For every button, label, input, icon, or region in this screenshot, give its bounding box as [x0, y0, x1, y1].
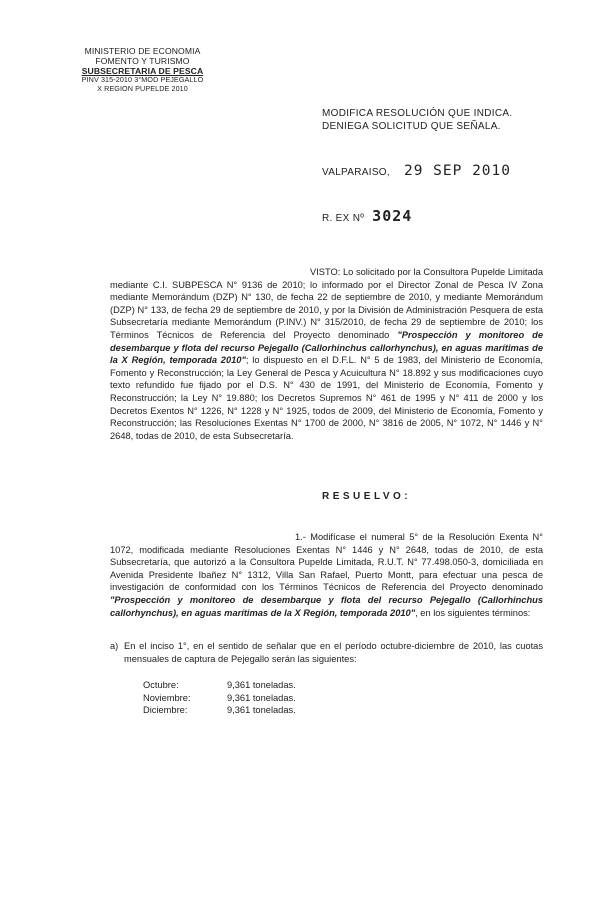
quota-list — [143, 679, 296, 717]
item-a — [110, 640, 543, 665]
place: VALPARAISO, — [322, 167, 390, 178]
quota-amount: 9,361 toneladas. — [227, 692, 296, 703]
visto-paragraph — [110, 266, 543, 442]
visto-text-1: VISTO: Lo solicitado por la Consultora Pupelde Limitada mediante C.I. SUBPESCA N° 9136 de 2010; lo informado por el Director Zonal de Pesca IV Zona mediante Memorándum (DZP) N° 130, de fecha 22 de septiembre de 2010, y mediante Memorándum (DZP) N° 133, de fecha 29 de septiembre de 2010, y por la División de Administración Pesquera de esta Subsecretaría mediante Memorándum (P.INV.) N° 315/2010, de fecha 29 de septiembre de 2010; los Términos Técnicos de Referencia del Proyecto denominado — [110, 267, 543, 340]
resolution-number-value: 3024 — [372, 207, 413, 225]
resuelvo-heading: RESUELVO: — [322, 491, 412, 502]
quota-month: Octubre: — [143, 680, 179, 690]
subject-line-2: DENIEGA SOLICITUD QUE SEÑALA. — [322, 121, 501, 132]
article-1-paragraph — [110, 531, 543, 619]
article-1-text-2: , en los siguientes términos: — [415, 607, 531, 618]
resolution-subject — [322, 107, 552, 133]
ministry-header — [55, 46, 230, 93]
ministry-subtitle: FOMENTO Y TURISMO — [95, 56, 190, 66]
visto-text-2: ; lo dispuesto en el D.F.L. N° 5 de 1983, del Ministerio de Economía, Fomento y Reconstrucción; la Ley General de Pesca y Acuicultura N° 18.892 y sus modificaciones cuyo texto refundido fue fijado por el D.S. N° 430 de 1991, del Ministerio de Economía, Fomento y Reconstrucción; la Ley N° 19.880; los Decretos Supremos N° 461 de 1995 y N° 411 de 2000 y los Decretos Exentos N° 1226, N° 1228 y N° 1925, todos de 2009, del Ministerio de Economía, Fomento y Reconstrucción; las Resoluciones Exentas N° 1700 de 2000, N° 3816 de 2005, N° 1072, N° 1446 y N° 2648, todas de 2010, de esta Subsecretaría. — [110, 355, 544, 441]
quota-amount: 9,361 toneladas. — [227, 680, 296, 690]
item-a-mark: a) — [110, 641, 119, 651]
visto-project-title: "Prospección y monitoreo de desembarque y flota del recurso Pejegallo (Callorhinchus callorhynchus), en aguas marítimas de la X Región, temporada 2010" — [110, 329, 543, 366]
quota-row — [143, 692, 296, 705]
subsecretary-name: SUBSECRETARIA DE PESCA — [81, 66, 204, 76]
region-reference: X REGION PUPELDE 2010 — [97, 83, 188, 93]
quota-amount: 9,361 toneladas. — [227, 705, 296, 716]
article-1-text-1: 1.- Modifícase el numeral 5° de la Resolución Exenta N° 1072, modificada mediante Resoluciones Exentas N° 1446 y N° 2648, todas de 2010, de esta Subsecretaría, que autorizó a la Consultora Pupelde Limitada, R.U.T. N° 77.498.050-3, domiciliada en Avenida Presidente Ibañez N° 1312, Villa San Rafael, Puerto Montt, para efectuar una pesca de investigación de conformidad con los Términos Técnicos de Referencia del Proyecto denominado — [110, 532, 543, 593]
quota-row — [143, 679, 296, 692]
date-stamp: 29 SEP 2010 — [403, 163, 511, 179]
quota-row — [143, 704, 296, 717]
article-1-project-title: "Prospección y monitoreo de desembarque y flota del recurso Pejegallo (Callorhinchus callorhynchus), en aguas marítimas de la X Región, temporada 2010" — [110, 594, 543, 618]
item-a-text: En el inciso 1°, en el sentido de señalar que en el período octubre-diciembre de 2010, las cuotas mensuales de captura de Pejegallo serán las siguientes: — [124, 641, 543, 664]
resolution-number — [322, 207, 412, 226]
quota-month: Diciembre: — [143, 705, 188, 716]
resolution-label: R. EX Nº — [322, 213, 365, 224]
place-and-date — [322, 162, 511, 180]
file-reference: PINV 315-2010 3°MOD PEJEGALLO — [81, 75, 204, 84]
subject-line-1: MODIFICA RESOLUCIÓN QUE INDICA. — [322, 108, 513, 119]
ministry-name: MINISTERIO DE ECONOMIA — [84, 46, 201, 56]
quota-month: Noviembre: — [143, 692, 191, 703]
